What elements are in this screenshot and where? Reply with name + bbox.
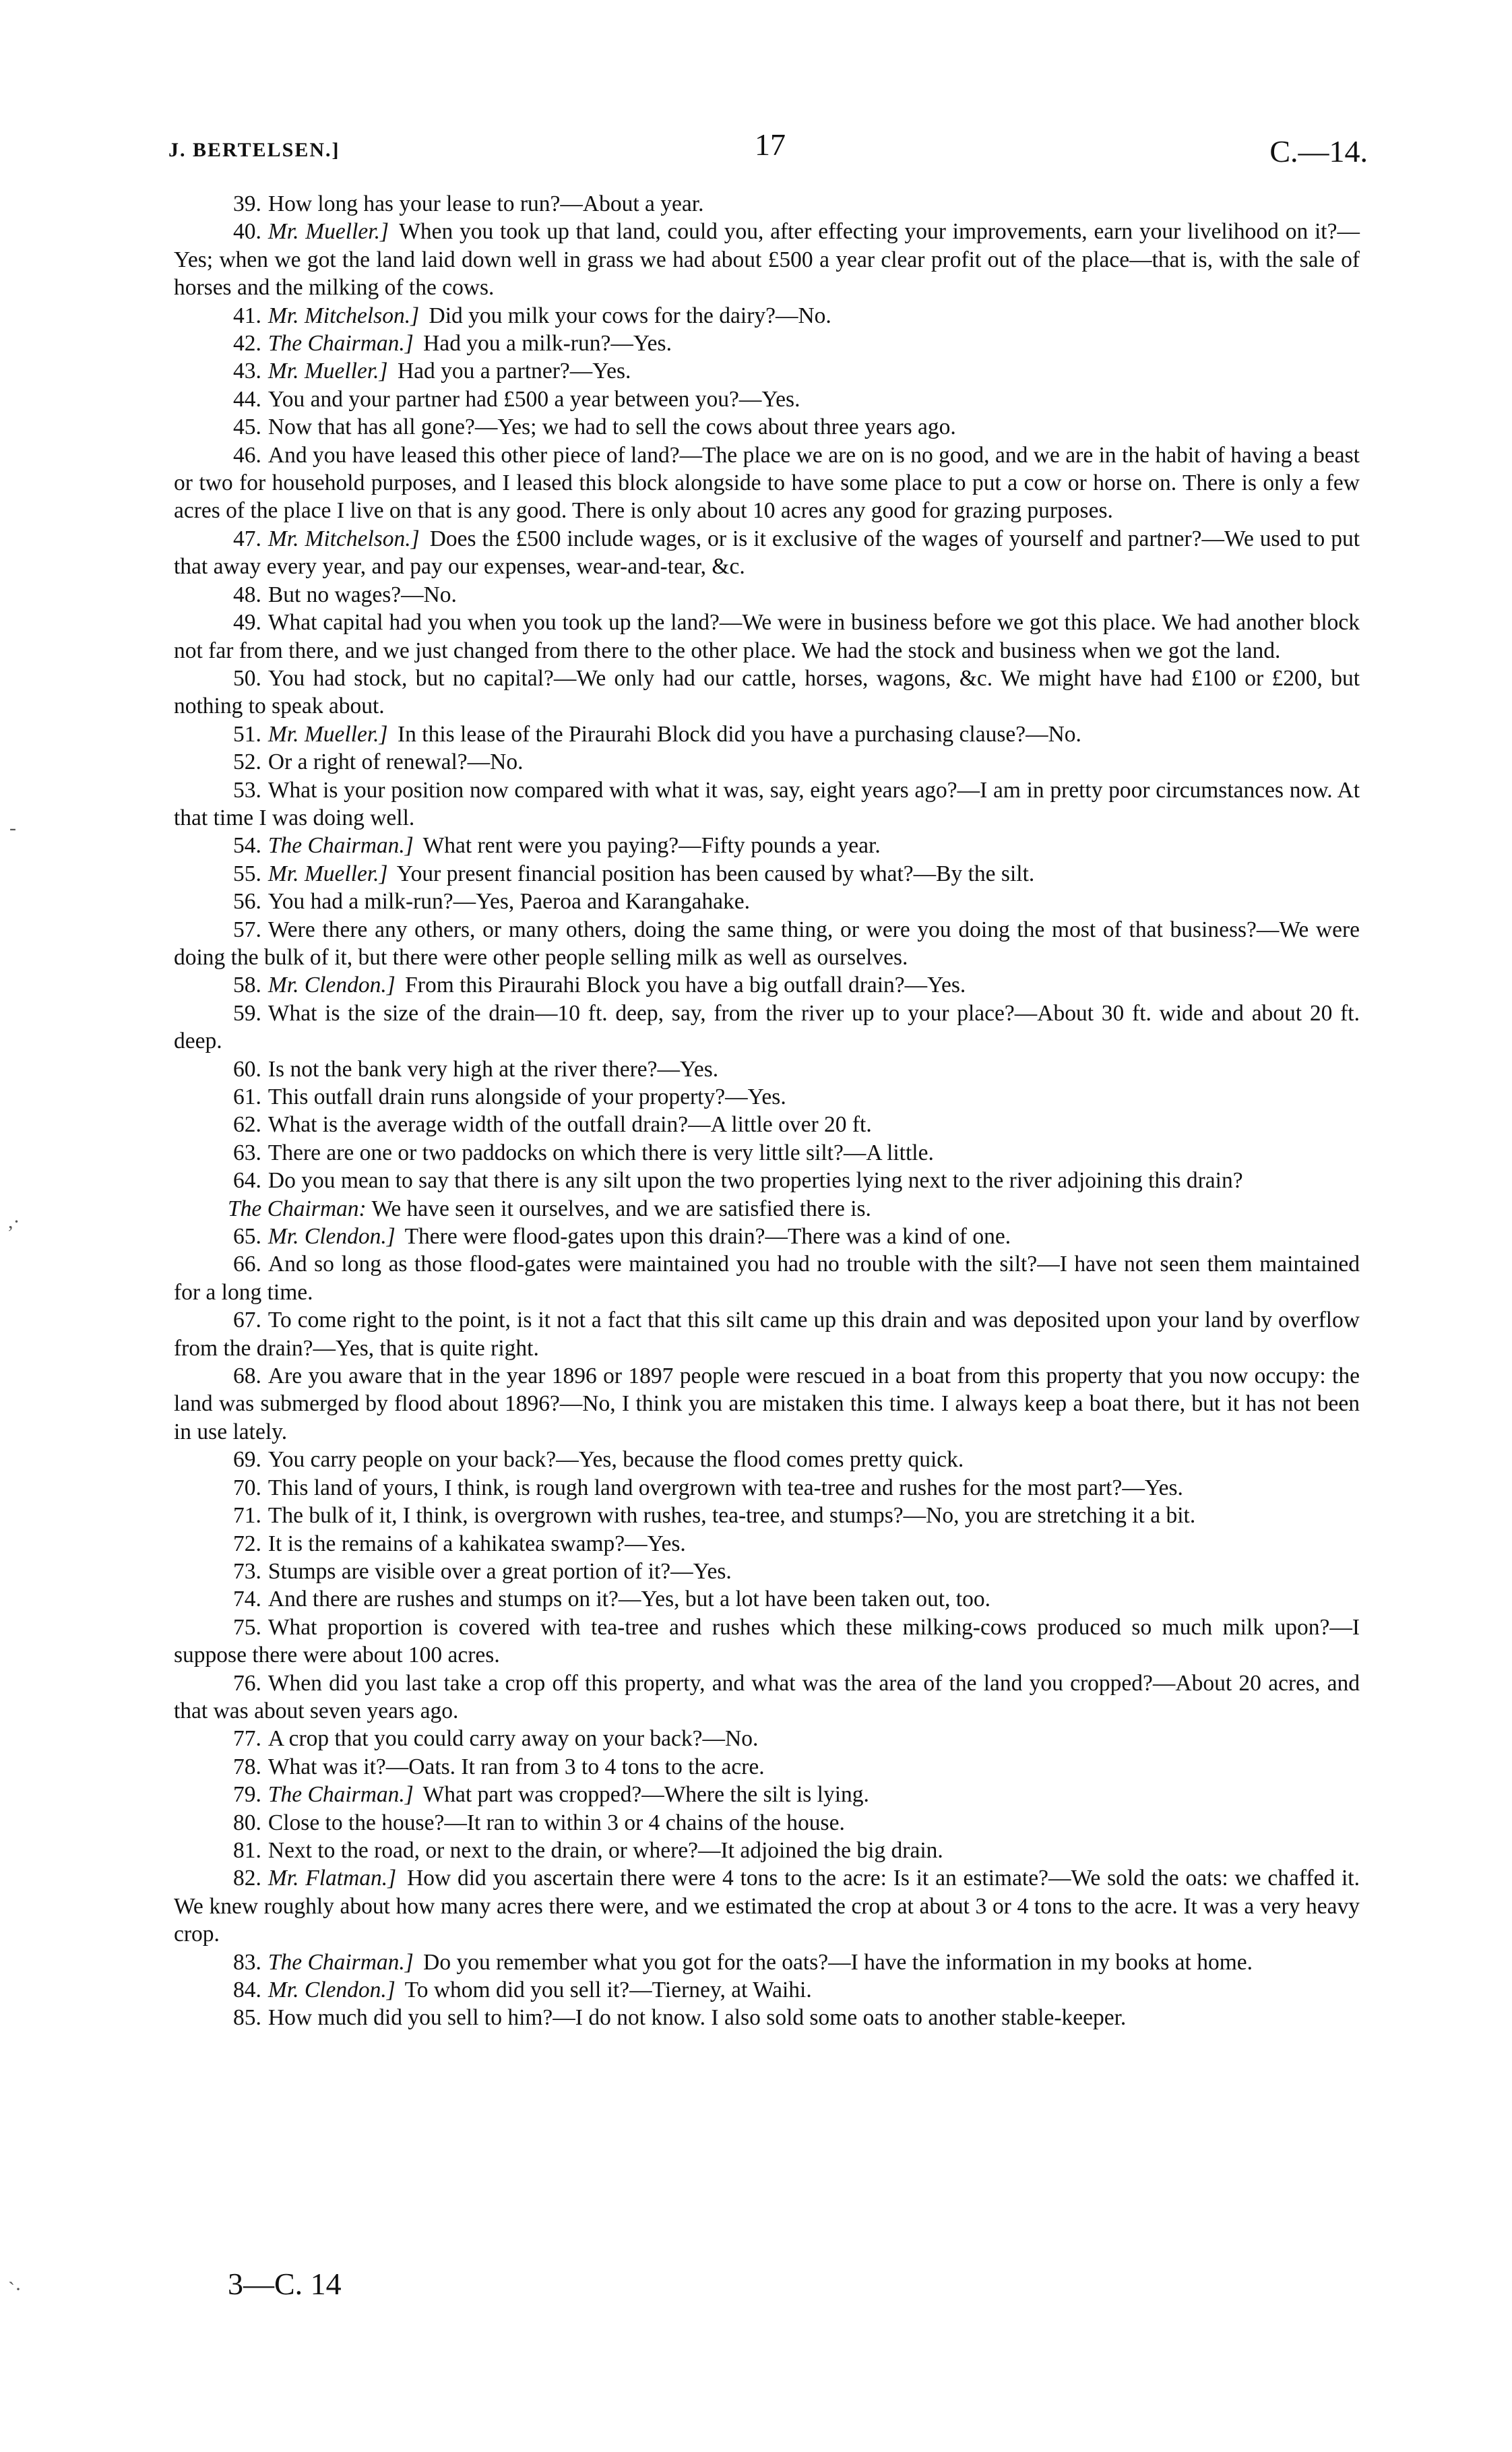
question-number: 59.: [233, 1000, 261, 1026]
question-answer-text: In this lease of the Piraurahi Block did you have a purchasing clause?—No.: [397, 721, 1081, 747]
question-answer-text: Stumps are visible over a great portion of it?—Yes.: [267, 1558, 732, 1584]
speaker-name: The Chairman.]: [267, 1782, 414, 1808]
question-answer-text: What is the average width of the outfall drain?—A little over 20 ft.: [267, 1112, 872, 1138]
question-number: 77.: [233, 1726, 261, 1752]
margin-mark: ,·: [8, 1210, 20, 1233]
question-answer-text: From this Piraurahi Block you have a big outfall drain?—Yes.: [405, 973, 966, 998]
question-number: 39.: [233, 191, 261, 216]
page-header: [168, 127, 1368, 174]
question-number: 60.: [233, 1056, 261, 1082]
evidence-paragraph: [174, 330, 1360, 357]
evidence-paragraph: [174, 1976, 1360, 2004]
question-answer-text: When did you last take a crop off this property, and what was the area of the land you cropped?—About 20 acres, and that was about seven years ago.: [174, 1670, 1360, 1723]
question-number: 43.: [233, 359, 261, 384]
question-number: 58.: [233, 973, 261, 998]
margin-mark: -: [9, 817, 16, 839]
evidence-paragraph: [174, 1809, 1360, 1837]
evidence-paragraph: [174, 581, 1360, 609]
question-answer-text: How did you ascertain there were 4 tons to the acre: Is it an estimate?—We sold the oats: we chaffed it. We knew roughly about how many acres there were, and we estimated the crop at about 3 or 4 tons to the acre. It was a very heavy crop.: [174, 1866, 1360, 1947]
question-answer-text: How long has your lease to run?—About a year.: [267, 191, 704, 216]
question-number: 53.: [233, 777, 261, 803]
question-answer-text: This outfall drain runs alongside of your property?—Yes.: [267, 1084, 786, 1109]
question-answer-text: The bulk of it, I think, is overgrown with rushes, tea-tree, and stumps?—No, you are stretching it a bit.: [267, 1503, 1196, 1529]
question-number: 49.: [233, 610, 261, 636]
question-answer-text: But no wages?—No.: [267, 582, 457, 607]
question-number: 65.: [233, 1224, 261, 1250]
evidence-paragraph: [174, 971, 1360, 999]
question-number: 73.: [233, 1558, 261, 1584]
question-answer-text: A crop that you could carry away on your back?—No.: [267, 1726, 759, 1752]
question-answer-text: Does the £500 include wages, or is it exclusive of the wages of yourself and partner?—We used to put that away every year, and pay our expenses, wear-and-tear, &c.: [174, 526, 1360, 580]
speaker-name: The Chairman.]: [267, 1949, 414, 1975]
evidence-paragraph: [174, 1362, 1360, 1446]
question-answer-text: What rent were you paying?—Fifty pounds a year.: [422, 833, 881, 859]
evidence-paragraph: [174, 218, 1360, 301]
margin-mark: `·: [8, 2278, 22, 2300]
question-answer-text: And you have leased this other piece of land?—The place we are on is no good, and we are in the habit of having a beast or two for household purposes, and I leased this block alongside to have some place to put a cow or horse on. There is only a few acres of the place I live on that is any good. There is only about 10 acres any good for grazing purposes.: [174, 442, 1360, 524]
question-number: 63.: [233, 1140, 261, 1165]
speaker-name: Mr. Mitchelson.]: [267, 526, 420, 551]
question-answer-text: Had you a partner?—Yes.: [397, 359, 631, 384]
evidence-paragraph: [174, 1083, 1360, 1111]
evidence-paragraph: [174, 1446, 1360, 1473]
question-answer-text: Now that has all gone?—Yes; we had to sell the cows about three years ago.: [267, 415, 956, 440]
question-number: 41.: [233, 303, 261, 328]
evidence-paragraph: [174, 1753, 1360, 1781]
question-number: 51.: [233, 721, 261, 747]
question-number: 78.: [233, 1754, 261, 1779]
question-answer-text: What was it?—Oats. It ran from 3 to 4 tons to the acre.: [267, 1754, 765, 1779]
evidence-paragraph: [174, 1306, 1360, 1362]
evidence-paragraph: [174, 776, 1360, 832]
evidence-paragraph: [174, 1781, 1360, 1808]
evidence-paragraph: [174, 748, 1360, 776]
evidence-paragraph: [174, 1250, 1360, 1306]
evidence-paragraph: [174, 1055, 1360, 1083]
question-number: 76.: [233, 1670, 261, 1696]
evidence-paragraph: [174, 832, 1360, 859]
evidence-paragraph: [174, 888, 1360, 915]
question-answer-text: What is the size of the drain—10 ft. deep, say, from the river up to your place?—About 30 ft. wide and about 20 ft. deep.: [174, 1000, 1360, 1054]
evidence-paragraph: [174, 1864, 1360, 1948]
question-answer-text: To whom did you sell it?—Tierney, at Waihi.: [404, 1978, 812, 2002]
question-answer-text: Had you a milk-run?—Yes.: [423, 331, 672, 357]
question-number: 67.: [233, 1308, 261, 1333]
question-answer-text: This land of yours, I think, is rough land overgrown with tea-tree and rushes for the most part?—Yes.: [267, 1475, 1183, 1500]
question-number: 50.: [233, 665, 261, 691]
question-answer-text: Do you remember what you got for the oats?—I have the information in my books at home.: [423, 1949, 1253, 1975]
question-answer-text: What capital had you when you took up the land?—We were in business before we got this place. We had another block not far from there, and we just changed from there to the other place. We had the stock and business when we got the land.: [174, 610, 1360, 663]
question-number: 81.: [233, 1837, 261, 1863]
evidence-paragraph: [174, 1585, 1360, 1613]
speaker-name: Mr. Mueller.]: [267, 861, 388, 886]
question-number: 83.: [233, 1949, 261, 1975]
question-number: 64.: [233, 1168, 261, 1194]
question-answer-text: Are you aware that in the year 1896 or 1897 people were rescued in a boat from this property that you now occupy: the land was submerged by flood about 1896?—No, I think you are mistaken this time. I always keep a boat there, but it has not been in use lately.: [174, 1363, 1360, 1444]
question-number: 82.: [233, 1866, 261, 1891]
evidence-paragraph: [174, 1474, 1360, 1502]
question-answer-text: You had a milk-run?—Yes, Paeroa and Karangahake.: [267, 889, 751, 915]
speaker-name: The Chairman:: [228, 1196, 367, 1221]
evidence-paragraph: [174, 525, 1360, 581]
speaker-name: The Chairman.]: [267, 833, 414, 859]
evidence-paragraph: [174, 1139, 1360, 1167]
question-number: 61.: [233, 1084, 261, 1109]
question-answer-text: When you took up that land, could you, after effecting your improvements, earn your livelihood on it?—Yes; when we got the land laid down well in grass we had about £500 a year clear profit out of the place—that is, with the sale of horses and the milking of the cows.: [174, 219, 1360, 301]
question-number: 55.: [233, 861, 261, 886]
paper-reference: C.—14.: [1269, 134, 1368, 168]
evidence-paragraph: [174, 1195, 1360, 1223]
evidence-paragraph: [174, 1614, 1360, 1669]
question-number: 42.: [233, 331, 261, 357]
question-answer-text: What part was cropped?—Where the silt is lying.: [422, 1782, 869, 1808]
question-number: 57.: [233, 917, 261, 942]
question-answer-text: You carry people on your back?—Yes, because the flood comes pretty quick.: [267, 1447, 964, 1473]
question-answer-text: Your present financial position has been caused by what?—By the silt.: [396, 861, 1035, 886]
evidence-paragraph: [174, 860, 1360, 888]
evidence-paragraph: [174, 1502, 1360, 1529]
evidence-paragraph: [174, 302, 1360, 330]
witness-name: J. BERTELSEN.]: [168, 139, 340, 161]
question-number: 72.: [233, 1531, 261, 1556]
question-number: 66.: [233, 1252, 261, 1277]
question-number: 56.: [233, 889, 261, 915]
question-answer-text: Or a right of renewal?—No.: [267, 749, 524, 775]
evidence-paragraph: [174, 1223, 1360, 1250]
question-answer-text: How much did you sell to him?—I do not know. I also sold some oats to another stable-keeper.: [267, 2005, 1127, 2031]
question-number: 52.: [233, 749, 261, 775]
question-number: 45.: [233, 415, 261, 440]
speaker-name: Mr. Clendon.]: [267, 973, 396, 998]
evidence-paragraph: [174, 1530, 1360, 1558]
speaker-name: Mr. Clendon.]: [267, 1224, 396, 1250]
question-number: 71.: [233, 1503, 261, 1529]
evidence-paragraph: [174, 1167, 1360, 1194]
speaker-name: Mr. Mueller.]: [267, 721, 388, 747]
evidence-paragraph: [174, 441, 1360, 525]
question-number: 85.: [233, 2005, 261, 2031]
evidence-paragraph: [174, 916, 1360, 972]
question-answer-text: To come right to the point, is it not a fact that this silt came up this drain and was deposited upon your land by overflow from the drain?—Yes, that is quite right.: [174, 1308, 1360, 1361]
question-answer-text: We have seen it ourselves, and we are satisfied there is.: [371, 1196, 871, 1221]
evidence-paragraph: [174, 1558, 1360, 1585]
question-number: 47.: [233, 526, 261, 551]
question-answer-text: You and your partner had £500 a year between you?—Yes.: [267, 386, 800, 412]
question-answer-text: Do you mean to say that there is any silt upon the two properties lying next to the river adjoining this drain?: [267, 1168, 1243, 1194]
question-number: 74.: [233, 1587, 261, 1612]
evidence-paragraph: [174, 190, 1360, 218]
speaker-name: Mr. Mueller.]: [267, 359, 388, 384]
question-answer-text: There are one or two paddocks on which there is very little silt?—A little.: [267, 1140, 934, 1165]
speaker-name: Mr. Mueller.]: [267, 219, 389, 245]
evidence-paragraph: [174, 1725, 1360, 1752]
question-answer-text: Were there any others, or many others, doing the same thing, or were you doing the most of that business?—We were doing the bulk of it, but there were other people selling milk as well as ourselves.: [174, 917, 1360, 970]
evidence-paragraph: [174, 2004, 1360, 2031]
question-answer-text: And there are rushes and stumps on it?—Yes, but a lot have been taken out, too.: [267, 1587, 990, 1612]
question-number: 69.: [233, 1447, 261, 1473]
evidence-paragraph: [174, 1111, 1360, 1138]
speaker-name: The Chairman.]: [267, 331, 414, 357]
question-answer-text: Next to the road, or next to the drain, or where?—It adjoined the big drain.: [267, 1837, 943, 1863]
evidence-paragraph: [174, 413, 1360, 441]
question-number: 44.: [233, 386, 261, 412]
question-answer-text: Close to the house?—It ran to within 3 or 4 chains of the house.: [267, 1810, 845, 1835]
question-number: 40.: [233, 219, 261, 245]
speaker-name: Mr. Flatman.]: [267, 1866, 397, 1891]
question-number: 75.: [233, 1614, 261, 1640]
question-answer-text: Did you milk your cows for the dairy?—No.: [429, 303, 831, 328]
question-answer-text: What proportion is covered with tea-tree and rushes which these milking-cows produced so much milk upon?—I suppose there were about 100 acres.: [174, 1614, 1360, 1668]
question-answer-text: And so long as those flood-gates were maintained you had no trouble with the silt?—I have not seen them maintained for a long time.: [174, 1252, 1360, 1305]
question-number: 70.: [233, 1475, 261, 1500]
evidence-paragraph: [174, 386, 1360, 413]
evidence-paragraph: [174, 665, 1360, 721]
question-number: 80.: [233, 1810, 261, 1835]
question-number: 68.: [233, 1363, 261, 1389]
speaker-name: Mr. Mitchelson.]: [267, 303, 420, 328]
question-answer-text: You had stock, but no capital?—We only had our cattle, horses, wagons, &c. We might have had £100 or £200, but nothing to speak about.: [174, 665, 1360, 719]
question-number: 48.: [233, 582, 261, 607]
evidence-paragraph: [174, 1837, 1360, 1864]
question-number: 46.: [233, 442, 261, 468]
question-number: 62.: [233, 1112, 261, 1138]
question-answer-text: It is the remains of a kahikatea swamp?—Yes.: [267, 1531, 686, 1556]
evidence-paragraph: [174, 1000, 1360, 1055]
question-answer-text: What is your position now compared with what it was, say, eight years ago?—I am in pretty poor circumstances now. At that time I was doing well.: [174, 777, 1360, 830]
question-answer-text: There were flood-gates upon this drain?—There was a kind of one.: [404, 1224, 1011, 1250]
evidence-paragraph: [174, 1669, 1360, 1725]
question-answer-text: Is not the bank very high at the river there?—Yes.: [267, 1056, 719, 1082]
question-number: 79.: [233, 1782, 261, 1808]
evidence-body: [174, 190, 1360, 2032]
signature-mark: 3—C. 14: [228, 2267, 342, 2301]
evidence-paragraph: [174, 609, 1360, 665]
speaker-name: Mr. Clendon.]: [267, 1978, 396, 2002]
question-number: 54.: [233, 833, 261, 859]
question-number: 84.: [233, 1978, 261, 2002]
evidence-paragraph: [174, 357, 1360, 385]
evidence-paragraph: [174, 721, 1360, 748]
evidence-paragraph: [174, 1949, 1360, 1976]
page-number: 17: [755, 127, 786, 162]
